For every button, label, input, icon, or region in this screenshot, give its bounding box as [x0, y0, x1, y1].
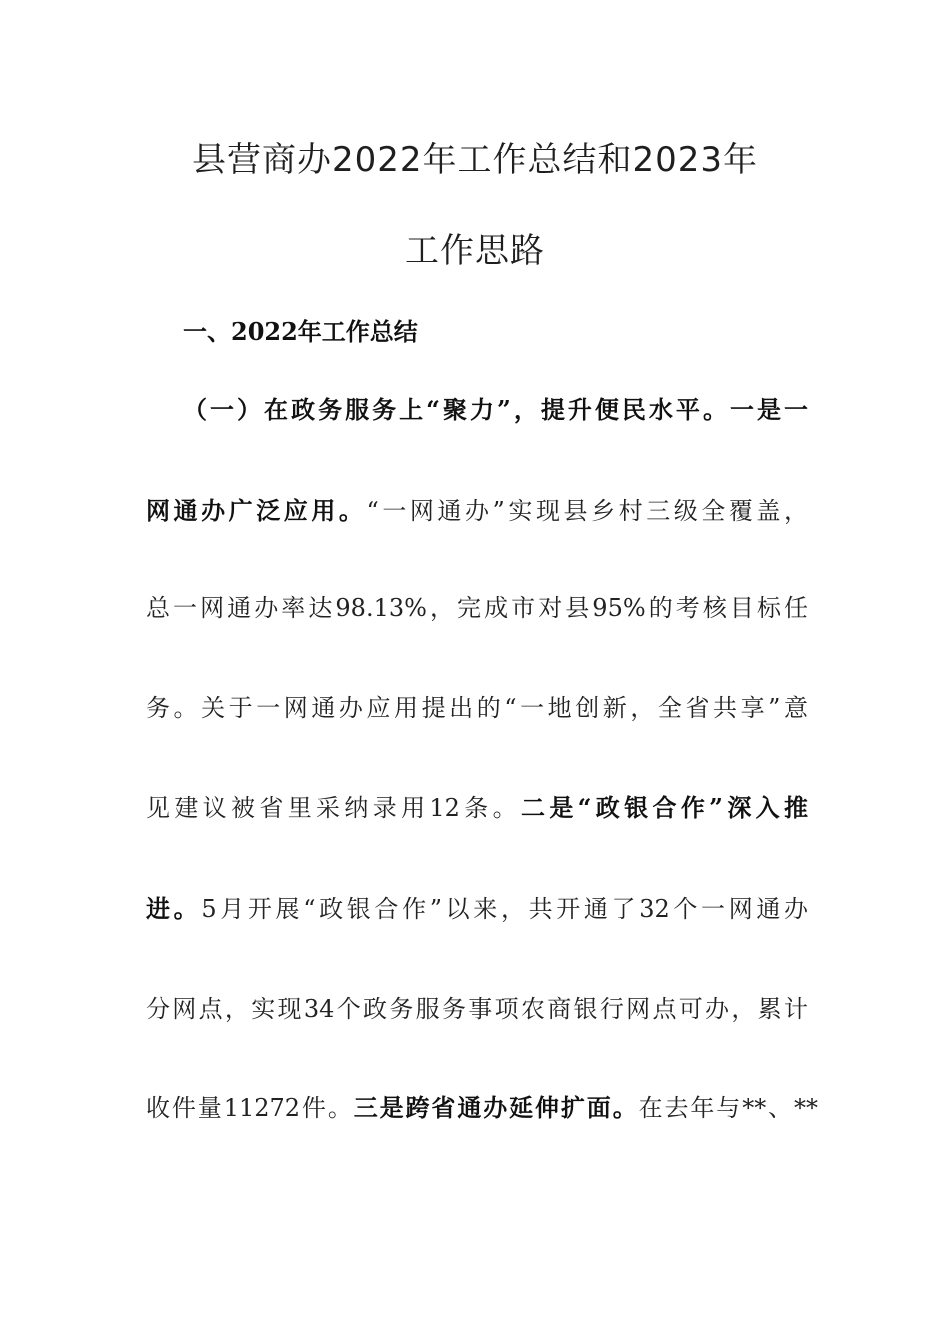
paragraph-line-3 [146, 592, 808, 624]
body-text: 分网点，实现34个政务服务事项农商银行网点可办，累计 [146, 995, 808, 1023]
body-text: 务。关于一网通办应用提出的“一地创新，全省共享”意 [146, 694, 808, 722]
paragraph-line-4 [146, 692, 808, 724]
document-title-line-2: 工作思路 [405, 231, 545, 271]
paragraph-line-7 [146, 993, 808, 1025]
paragraph-line-2 [146, 495, 808, 527]
bold-phrase: 三是跨省通办延伸扩面。 [353, 1093, 639, 1122]
subheading-text: （一）在政务服务上“聚力”，提升便民水平。一是一 [183, 395, 808, 424]
body-text: 总一网通办率达98.13%，完成市对县95%的考核目标任 [146, 594, 808, 622]
paragraph-line-6 [146, 893, 808, 925]
body-text: 在去年与**、** [638, 1094, 818, 1122]
body-text: 见建议被省里采纳录用12条。 [146, 794, 521, 822]
paragraph-line-1 [183, 394, 808, 426]
bold-phrase: 进。 [146, 894, 202, 923]
body-text: “一网通办”实现县乡村三级全覆盖， [366, 497, 808, 525]
body-text: 收件量11272件。 [146, 1094, 354, 1122]
paragraph-line-5 [146, 792, 808, 824]
body-text: 5月开展“政银合作”以来，共开通了32个一网通办 [201, 895, 808, 923]
bold-phrase: 二是“政银合作”深入推 [520, 793, 809, 822]
section-heading: 一、2022年工作总结 [183, 317, 418, 346]
document-title-line-1: 县营商办2022年工作总结和2023年 [191, 140, 759, 180]
bold-phrase: 网通办广泛应用。 [146, 496, 367, 525]
paragraph-line-8 [146, 1092, 818, 1124]
